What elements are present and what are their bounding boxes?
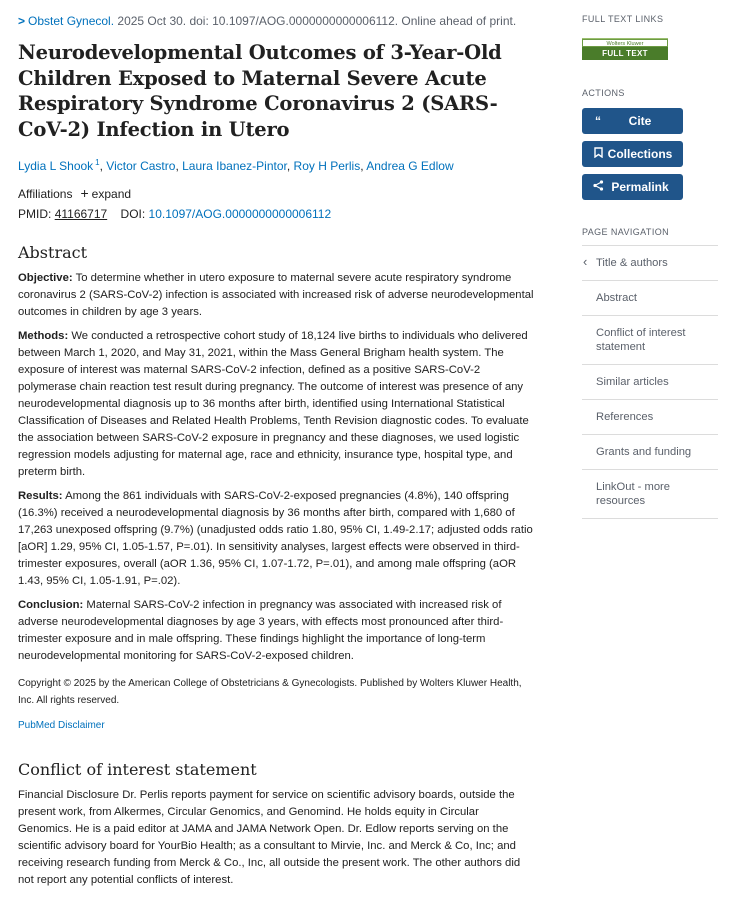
nav-label: References — [596, 411, 654, 423]
badge-brand: Wolters Kluwer — [582, 39, 668, 47]
pmid-label: PMID: — [18, 207, 52, 221]
author-link[interactable]: Roy H Perlis — [293, 159, 361, 173]
actions-heading: ACTIONS — [582, 88, 625, 98]
citation-line — [18, 12, 534, 30]
affiliations-row — [18, 184, 534, 203]
bookmark-icon — [591, 147, 605, 161]
conclusion-text: Maternal SARS-CoV-2 infection in pregnancy was associated with increased risk of adverse neurodevelopmental diagnoses by age 3 years, with effects most pronounced after third-trimester exposure and in male offspring. These findings highlight the importance of long-term neurodevelopmental monitoring for SARS-CoV-2-exposed children. — [18, 599, 504, 662]
coi-heading: Conflict of interest statement — [18, 760, 257, 779]
chevron-right-icon[interactable]: > — [18, 14, 26, 28]
sidebar — [582, 14, 718, 519]
author-link[interactable]: Lydia L Shook — [18, 159, 94, 173]
collections-label: Collections — [607, 147, 673, 161]
chevron-left-icon: ‹ — [583, 254, 588, 269]
nav-label: Grants and funding — [596, 446, 692, 458]
nav-label: Similar articles — [596, 376, 669, 388]
nav-similar-articles[interactable] — [582, 365, 718, 400]
conclusion-label: Conclusion: — [18, 599, 84, 611]
abstract-results — [18, 488, 534, 590]
nav-abstract[interactable] — [582, 281, 718, 316]
author-link[interactable]: Victor Castro — [106, 159, 176, 173]
methods-text: We conducted a retrospective cohort study of 18,124 live births to individuals who delivered between March 1, 2020, and May 31, 2021, within the Mass General Brigham health system. The exposure of interest was maternal SARS-CoV-2 infection, defined as a positive SARS-CoV-2 polymerase chain reaction test result during pregnancy. The outcome of interest was presence of any neurodevelopmental diagnosis up to 36 months after birth, identified using International Statistical Classification of Diseases and Related Health Problems, Tenth Revision diagnostic codes. To evaluate the association between SARS-CoV-2 exposure in pregnancy and these diagnoses, we used logistic regression models adjusting for maternal age, race and ethnicity, insurance type, hospital type, and preterm birth. — [18, 330, 529, 478]
identifiers-row — [18, 205, 534, 223]
affiliation-number[interactable]: 1 — [95, 158, 100, 167]
nav-label: Title & authors — [596, 257, 668, 269]
permalink-label: Permalink — [611, 180, 669, 194]
author-link[interactable]: Laura Ibanez-Pintor — [182, 159, 287, 173]
affiliations-label: Affiliations — [18, 187, 73, 201]
citation-details: 2025 Oct 30. doi: 10.1097/AOG.0000000000006112. Online ahead of print. — [117, 14, 517, 28]
nav-label: Abstract — [596, 292, 638, 304]
nav-references[interactable] — [582, 400, 718, 435]
objective-label: Objective: — [18, 272, 73, 284]
doi-label: DOI: — [120, 207, 146, 221]
share-icon — [591, 180, 605, 194]
quote-icon: “ — [595, 114, 601, 128]
nav-conflict-of-interest[interactable] — [582, 316, 718, 365]
nav-grants-funding[interactable] — [582, 435, 718, 470]
coi-text: Financial Disclosure Dr. Perlis reports payment for service on scientific advisory boards, outside the present work, from Alkermes, Circular Genomics, and Genomind. He holds equity in Circular Genomics. He is a paid editor at JAMA and JAMA Network Open. Dr. Edlow reports serving on the scientific advisory board for YourBio Health; as a consultant to Mirvie, Inc. and Merck & Co, Inc; and receiving research funding from Merck & Co., Inc, all outside the present work. The other authors did not report any potential conflicts of interest. — [18, 789, 521, 886]
nav-linkout[interactable] — [582, 470, 718, 519]
results-text: Among the 861 individuals with SARS-CoV-2-exposed pregnancies (4.8%), 140 offspring (16.3%) received a neurodevelopmental diagnosis by 36 months after birth, compared with 1,680 of 17,263 unexposed offspring (9.7%) (unadjusted odds ratio 1.80, 95% CI, 1.49-2.17; adjusted odds ratio [aOR] 1.29, 95% CI, 1.05-1.57, P=.01). In sensitivity analyses, largest effects were observed in third-trimester exposures, overall (aOR 1.36, 95% CI, 1.07-1.72, P=.01), and among male offspring (aOR 1.43, 95% CI, 1.05-1.91, P=.02). — [18, 490, 533, 587]
page-navigation — [582, 245, 718, 519]
abstract-heading: Abstract — [18, 243, 88, 262]
nav-title-authors[interactable] — [582, 246, 718, 281]
cite-label: Cite — [628, 114, 652, 128]
copyright-text: Copyright © 2025 by the American College of Obstetricians & Gynecologists. Published by Wolters Kluwer Health, Inc. All rights reserved. — [18, 678, 522, 706]
collections-button[interactable] — [582, 141, 683, 167]
doi-link[interactable]: 10.1097/AOG.0000000000006112 — [148, 207, 332, 221]
methods-label: Methods: — [18, 330, 69, 342]
expand-button[interactable]: expand — [91, 187, 132, 201]
results-label: Results: — [18, 490, 63, 502]
plus-icon[interactable]: + — [80, 185, 89, 201]
permalink-button[interactable] — [582, 174, 683, 200]
abstract-objective — [18, 270, 534, 321]
article-main — [18, 12, 534, 889]
nav-label: LinkOut - more resources — [596, 481, 670, 507]
wolters-kluwer-full-text-link[interactable] — [582, 38, 668, 60]
pubmed-disclaimer-link[interactable]: PubMed Disclaimer — [18, 720, 105, 731]
objective-text: To determine whether in utero exposure to maternal severe acute respiratory syndrome coronavirus 2 (SARS-CoV-2) infection is associated with increased risk of adverse neurodevelopmental outcomes in children by age 3 years. — [18, 272, 534, 318]
full-text-links-heading: FULL TEXT LINKS — [582, 14, 664, 24]
pmid-value[interactable]: 41166717 — [54, 207, 108, 221]
abstract-methods — [18, 328, 534, 481]
journal-link[interactable]: Obstet Gynecol. — [28, 14, 115, 28]
author-list: Lydia L Shook $^1$, Victor Castro, Laura Ibanez-Pintor, Roy H Perlis, Andrea G Edlow — [18, 158, 454, 173]
author-link[interactable]: Andrea G Edlow — [366, 159, 454, 173]
nav-label: Conflict of interest statement — [596, 327, 686, 353]
article-title: Neurodevelopmental Outcomes of 3-Year-Old Children Exposed to Maternal Severe Acute Respiratory Syndrome Coronavirus 2 (SARS-CoV-2) Infection in Utero — [18, 41, 502, 141]
page-navigation-heading: PAGE NAVIGATION — [582, 227, 670, 237]
cite-button[interactable] — [582, 108, 683, 134]
badge-label: FULL TEXT — [602, 49, 648, 58]
abstract-conclusion — [18, 597, 534, 665]
